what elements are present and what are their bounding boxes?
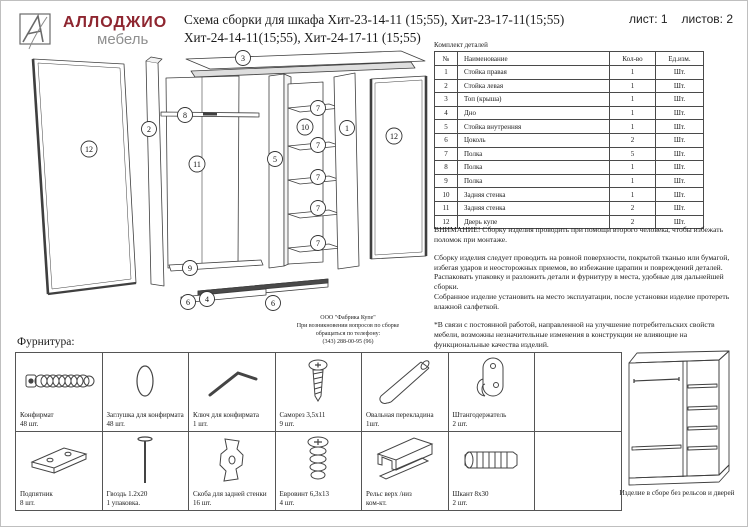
- table-row: 8 Полка 1 Шт.: [435, 161, 704, 175]
- callout-8: 8: [183, 110, 187, 120]
- hardware-cell-empty: [535, 353, 622, 432]
- hardware-cell-empty: [535, 432, 622, 511]
- callout-2: 2: [147, 124, 151, 134]
- callout-7b: 7: [316, 140, 320, 150]
- rod-holder-icon: [449, 357, 535, 405]
- callout-5: 5: [273, 154, 277, 164]
- back-wall-bracket-icon: [189, 436, 275, 484]
- brand-logo-icon: [17, 11, 57, 51]
- euro-bolt-icon: [276, 436, 362, 484]
- col-num: №: [435, 52, 458, 66]
- hardware-cell-eurobolt: Евровинт 6,3х13 4 шт.: [275, 432, 362, 511]
- hardware-cell-crossbar: Овальная перекладина 1шт.: [362, 353, 449, 432]
- col-unit: Ед.изм.: [656, 52, 704, 66]
- hardware-row-1: [16, 353, 622, 432]
- table-row: 6 Цоколь 2 Шт.: [435, 133, 704, 147]
- col-name: Наименование: [458, 52, 610, 66]
- disclaimer-text: *В связи с постоянной работой, направленной на улучшение потребительских свойств мебели, возможны незначительные изменения в конструкции не влияющие на функциональные качества изделий.: [434, 319, 715, 349]
- parts-table: [434, 51, 704, 229]
- callout-12-right: 12: [390, 131, 398, 141]
- brand-block: [63, 14, 167, 48]
- callout-6a: 6: [186, 297, 190, 307]
- hardware-cell-rail: Рельс верх /низ ком-кт.: [362, 432, 449, 511]
- callout-11: 11: [193, 159, 201, 169]
- hardware-table: [15, 352, 622, 511]
- callout-7c: 7: [316, 172, 320, 182]
- callout-4: 4: [205, 294, 209, 304]
- factory-name: ООО "Фабрика Купе": [320, 315, 376, 321]
- table-row: 10 Задняя стенка 1 Шт.: [435, 188, 704, 202]
- table-row: 1 Стойка правая 1 Шт.: [435, 66, 704, 80]
- table-row: 12 Дверь купе 2 Шт.: [435, 215, 704, 229]
- hardware-section-label: Фурнитура:: [17, 336, 75, 348]
- hardware-cell-cap: Заглушка для конфирмата 48 шт.: [102, 353, 189, 432]
- assembled-cabinet-drawing: [621, 347, 743, 489]
- callout-7d: 7: [316, 203, 320, 213]
- parts-table-header: [435, 52, 704, 66]
- table-row: 11 Задняя стенка 2 Шт.: [435, 201, 704, 215]
- callout-1: 1: [345, 123, 349, 133]
- callout-7e: 7: [316, 238, 320, 248]
- table-row: 5 Стойка внутренняя 1 Шт.: [435, 120, 704, 134]
- note-text: Распаковать упаковку и разложить детали и фурнитуру в места, удобные для дальнейшей сборки.: [434, 272, 724, 292]
- exploded-assembly-diagram: [13, 47, 443, 347]
- confirmat-screw-icon: [16, 357, 102, 405]
- assembly-notes: [434, 225, 737, 357]
- note-text: Сборку изделия следует проводить на ровной поверхности, покрытой тканью или бумагой, избегая ударов и неосторожных приемов, во избежание царапин и повреждений деталей.: [434, 252, 730, 272]
- factory-contact-note: [263, 314, 433, 346]
- table-row: 3 Топ (крыша) 1 Шт.: [435, 93, 704, 107]
- page-title: [184, 11, 569, 47]
- brand-subtitle: мебель: [97, 31, 149, 48]
- sheet-info: [629, 12, 741, 26]
- warning-text: ВНИМАНИЕ! Сборку изделия проводить при помощи второго человека, чтобы избежать поломок при монтаже.: [434, 225, 724, 244]
- hardware-cell-footpad: Подпятник 8 шт.: [16, 432, 103, 511]
- hardware-cell-confirmat: Конфирмат 48 шт.: [16, 353, 103, 432]
- sheet-number: лист: 1: [629, 12, 668, 26]
- title-line-1: Схема сборки для шкафа Хит-23-14-11 (15;55), Хит-23-17-11(15;55): [184, 12, 565, 27]
- title-line-2: Хит-24-14-11(15;55), Хит-24-17-11 (15;55): [184, 29, 421, 45]
- hardware-cell-rodholder: Штангодержатель 2 шт.: [448, 353, 535, 432]
- wooden-dowel-icon: [449, 436, 535, 484]
- callout-9: 9: [188, 263, 192, 273]
- table-row: 9 Полка 1 Шт.: [435, 174, 704, 188]
- factory-note-line: При возникновении вопросов по сборке: [296, 323, 400, 330]
- oval-crossbar-icon: [362, 357, 448, 405]
- sheets-total: листов: 2: [681, 12, 734, 26]
- factory-note-line: обращаться по телефону:: [315, 331, 381, 338]
- table-row: 4 Дно 1 Шт.: [435, 106, 704, 120]
- screw-icon: [276, 357, 362, 405]
- rail-icon: [362, 436, 448, 484]
- hardware-cell-nail: Гвоздь 1.2х20 1 упаковка.: [102, 432, 189, 511]
- cap-plug-icon: [103, 357, 189, 405]
- nail-icon: [103, 436, 189, 484]
- assembled-view-caption: Изделие в сборе без рельсов и дверей: [619, 489, 735, 497]
- hex-key-icon: [189, 357, 275, 405]
- callout-10: 10: [301, 122, 309, 132]
- callout-7a: 7: [316, 103, 320, 113]
- hardware-cell-hexkey: Ключ для конфирмата 1 шт.: [189, 353, 276, 432]
- hardware-cell-screw: Саморез 3,5х11 9 шт.: [275, 353, 362, 432]
- col-qty: Кол-во: [610, 52, 656, 66]
- hardware-row-2: [16, 432, 622, 511]
- callout-3: 3: [241, 53, 245, 63]
- brand-name: АЛЛОДЖИО: [63, 14, 168, 31]
- callout-6b: 6: [271, 298, 275, 308]
- hardware-cell-bracket: Скоба для задней стенки 16 шт.: [189, 432, 276, 511]
- table-row: 7 Полка 5 Шт.: [435, 147, 704, 161]
- table-row: 2 Стойка левая 1 Шт.: [435, 79, 704, 93]
- note-text: Собранное изделие установить на место эксплуатации, после установки изделие протереть влажной салфеткой.: [434, 292, 730, 312]
- parts-table-caption: Комплект деталей: [434, 41, 488, 49]
- factory-phone: (343) 288-00-95 (96): [322, 339, 374, 346]
- foot-pad-icon: [16, 436, 102, 484]
- callout-12-left: 12: [85, 144, 93, 154]
- hardware-cell-dowel: Шкант 8х30 2 шт.: [448, 432, 535, 511]
